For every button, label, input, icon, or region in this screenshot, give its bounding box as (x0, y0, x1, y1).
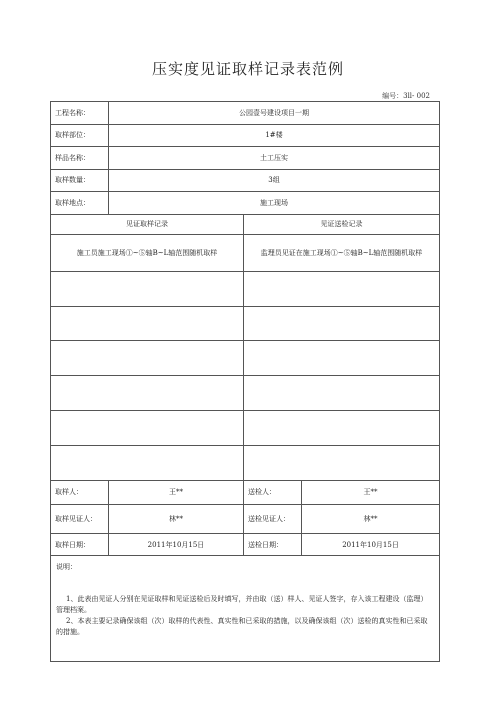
delivery-record-cell (244, 411, 440, 446)
delivery-record-cell (244, 306, 440, 341)
sampling-record-entry: 施工员施工现场①~⑤轴B~L轴范围随机取样 (51, 235, 244, 272)
send-date-label: 送检日期： (244, 533, 302, 556)
field-value-part: 1#楼 (109, 124, 440, 147)
page-title: 压实度见证取样记录表范例 (151, 60, 344, 78)
record-row-empty (51, 411, 440, 446)
field-row-quantity (51, 169, 440, 192)
record-row-empty (51, 306, 440, 341)
field-value-quantity: 3组 (109, 169, 440, 192)
send-witness-value: 林** (302, 505, 440, 534)
sampling-record-cell (51, 411, 244, 446)
send-witness-label: 送检见证人： (244, 505, 302, 534)
sample-date-label: 取样日期： (51, 533, 109, 556)
delivery-record-cell (244, 376, 440, 411)
sampling-record-cell (51, 341, 244, 376)
notes-row (51, 556, 440, 662)
signature-row-person (51, 480, 440, 505)
send-date-value: 2011年10月15日 (302, 533, 440, 556)
delivery-record-header: 见证送检记录 (244, 214, 440, 234)
signature-row-date (51, 533, 440, 556)
sampling-record-cell (51, 306, 244, 341)
field-row-project (51, 102, 440, 125)
field-label-sample-name: 样品名称： (51, 147, 109, 170)
sampling-record-cell (51, 376, 244, 411)
signature-row-witness (51, 505, 440, 534)
sampler-label: 取样人： (51, 480, 109, 505)
sampling-record-header: 见证取样记录 (51, 214, 244, 234)
field-value-project: 公园壹号建设项目一期 (109, 102, 440, 125)
notes-heading: 说明： (56, 563, 77, 572)
field-row-sample-name (51, 147, 440, 170)
record-row-empty (51, 271, 440, 306)
sampling-record-cell (51, 271, 244, 306)
delivery-record-cell (244, 445, 440, 480)
field-row-part (51, 124, 440, 147)
sender-value: 王** (302, 480, 440, 505)
record-form-table (50, 101, 440, 662)
delivery-record-entry: 监理员见证在施工现场①~⑤轴B~L轴范围随机取样 (244, 235, 440, 272)
field-label-project: 工程名称： (51, 102, 109, 125)
field-value-sample-name: 土工压实 (109, 147, 440, 170)
record-row-1 (51, 235, 440, 272)
sender-label: 送检人： (244, 480, 302, 505)
delivery-record-cell (244, 271, 440, 306)
sampling-record-cell (51, 445, 244, 480)
delivery-record-cell (244, 341, 440, 376)
note-item: 2、本表主要记录确保该组（次）取样的代表性、真实性和已采取的措施，以及确保该组（次）送检的真实性和已采取的措施。 (56, 617, 428, 637)
notes-cell (51, 556, 440, 662)
sample-witness-value: 林** (109, 505, 244, 534)
field-label-part: 取样部位： (51, 124, 109, 147)
sample-witness-label: 取样见证人： (51, 505, 109, 534)
field-label-location: 取样地点： (51, 192, 109, 215)
record-row-empty (51, 445, 440, 480)
field-row-location (51, 192, 440, 215)
record-row-empty (51, 341, 440, 376)
field-value-location: 施工现场 (109, 192, 440, 215)
document-number: 编号：3ll- 002 (382, 92, 430, 100)
field-label-quantity: 取样数量： (51, 169, 109, 192)
record-row-empty (51, 376, 440, 411)
note-item: 1、此表由见证人分别在见证取样和见证送检后及时填写，并由取（送）样人、见证人签字，存入该工程建设（监理）管理档案。 (56, 595, 428, 615)
records-header-row (51, 214, 440, 234)
sample-date-value: 2011年10月15日 (109, 533, 244, 556)
sampler-value: 王** (109, 480, 244, 505)
